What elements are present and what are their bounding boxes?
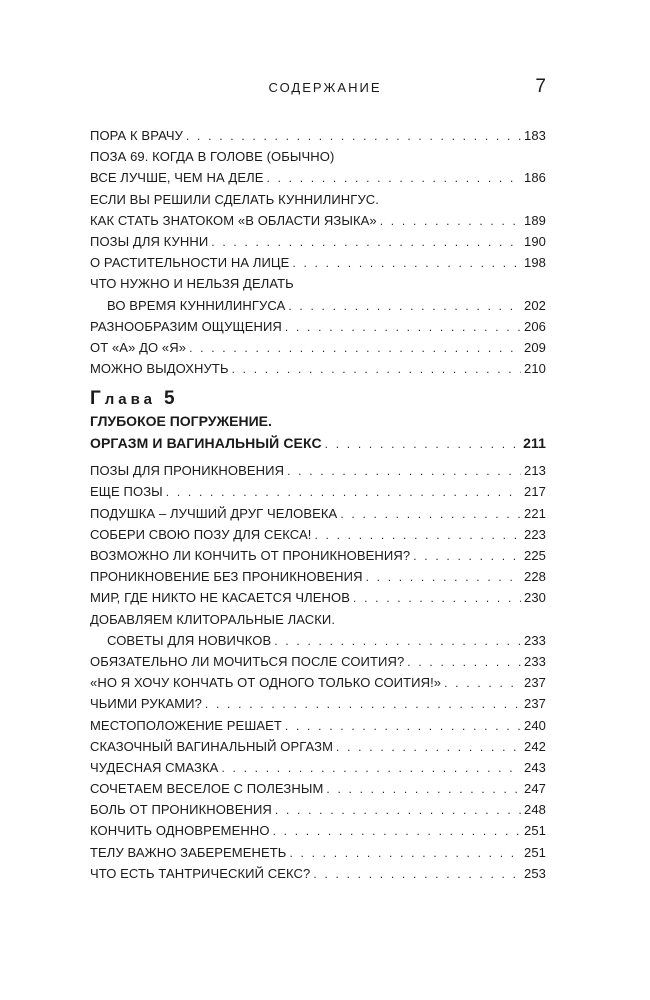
toc-entry-page: 213	[524, 463, 546, 479]
toc-entry-title: РАЗНООБРАЗИМ ОЩУЩЕНИЯ	[90, 318, 282, 334]
toc-entry-page: 253	[524, 865, 546, 881]
toc-entry-page: 251	[524, 823, 546, 839]
toc-entry[interactable]	[90, 845, 546, 866]
toc-entry-title: ПОЗА 69. КОГДА В ГОЛОВЕ (ОБЫЧНО)	[90, 149, 335, 165]
chapter-heading	[90, 388, 546, 457]
toc-entry[interactable]	[90, 506, 546, 527]
toc-entry-page: 206	[524, 318, 546, 334]
toc-entry-title: ПОДУШКА – ЛУЧШИЙ ДРУГ ЧЕЛОВЕКА	[90, 505, 338, 521]
toc-entry-title: КОНЧИТЬ ОДНОВРЕМЕННО	[90, 823, 270, 839]
toc-entry[interactable]	[90, 590, 546, 611]
toc-entry[interactable]	[90, 255, 546, 276]
toc-entry-page: 223	[524, 526, 546, 542]
toc-entry-title: ПРОНИКНОВЕНИЕ БЕЗ ПРОНИКНОВЕНИЯ	[90, 569, 363, 585]
toc-entry[interactable]	[90, 823, 546, 844]
toc-entry[interactable]	[90, 675, 546, 696]
toc-entry-page: 190	[524, 233, 546, 249]
toc-entry-title: ВО ВРЕМЯ КУННИЛИНГУСА	[107, 297, 286, 313]
toc-entry-title: ЧТО НУЖНО И НЕЛЬЗЯ ДЕЛАТЬ	[90, 276, 294, 292]
toc-entry-page: 248	[524, 802, 546, 818]
toc-entry-page: 247	[524, 781, 546, 797]
toc-entry-title: БОЛЬ ОТ ПРОНИКНОВЕНИЯ	[90, 802, 272, 818]
page-number: 7	[535, 76, 546, 97]
toc-entry[interactable]	[90, 192, 546, 213]
toc-entry-page: 230	[524, 590, 546, 606]
toc-entry[interactable]	[90, 718, 546, 739]
toc-entry-title: ПОРА К ВРАЧУ	[90, 128, 183, 143]
toc-entry[interactable]	[90, 612, 546, 633]
chapter-number: 5	[164, 388, 175, 410]
toc-entry-title: ВСЕ ЛУЧШЕ, ЧЕМ НА ДЕЛЕ	[90, 170, 264, 186]
toc-entry-title: ЧЬИМИ РУКАМИ?	[90, 696, 202, 712]
toc-entry-page: 242	[524, 738, 546, 754]
toc-entry-title: ЕСЛИ ВЫ РЕШИЛИ СДЕЛАТЬ КУННИЛИНГУС.	[90, 191, 379, 207]
toc-entry-title: СКАЗОЧНЫЙ ВАГИНАЛЬНЫЙ ОРГАЗМ	[90, 738, 334, 754]
toc-entry-title: ОТ «А» ДО «Я»	[90, 339, 187, 355]
toc-entry[interactable]	[90, 739, 546, 760]
toc-entry-title: ВОЗМОЖНО ЛИ КОНЧИТЬ ОТ ПРОНИКНОВЕНИЯ?	[90, 548, 411, 563]
toc-entry-title: ЕЩЕ ПОЗЫ	[90, 484, 163, 500]
toc-entry-title: МОЖНО ВЫДОХНУТЬ	[90, 361, 229, 377]
toc-entry-page: 209	[524, 339, 546, 355]
chapter-page: 211	[523, 435, 546, 452]
toc-entry-page: 240	[524, 717, 546, 733]
toc-entry-page: 202	[524, 297, 546, 313]
toc-entry[interactable]	[90, 802, 546, 823]
toc-entry-page: 228	[524, 569, 546, 585]
toc-entry-page: 210	[524, 361, 546, 377]
toc-entry-title: ПОЗЫ ДЛЯ КУННИ	[90, 233, 209, 249]
toc-entry-title: ТЕЛУ ВАЖНО ЗАБЕРЕМЕНЕТЬ	[90, 844, 287, 860]
page-header-title: СОДЕРЖАНИЕ	[268, 80, 382, 95]
toc-entry[interactable]	[90, 527, 546, 548]
toc-entry[interactable]	[90, 654, 546, 675]
table-of-contents	[90, 128, 546, 887]
toc-entry[interactable]	[90, 484, 546, 505]
toc-entry[interactable]	[90, 633, 546, 654]
toc-entry-page: 243	[524, 759, 546, 775]
chapter-title-line2[interactable]: ОРГАЗМ И ВАГИНАЛЬНЫЙ СЕКС . . . 211	[90, 435, 546, 457]
toc-entry-title: СОВЕТЫ ДЛЯ НОВИЧКОВ	[107, 632, 272, 648]
toc-entry[interactable]	[90, 548, 546, 569]
toc-entry[interactable]	[90, 319, 546, 340]
toc-entry-title: КАК СТАТЬ ЗНАТОКОМ «В ОБЛАСТИ ЯЗЫКА»	[90, 212, 377, 228]
toc-entry-page: 237	[524, 675, 546, 691]
toc-entry-page: 221	[524, 505, 546, 521]
toc-entry-page: 233	[524, 653, 546, 669]
toc-entry-page: 251	[524, 844, 546, 860]
toc-entry-page: 225	[524, 548, 546, 563]
chapter-label: Глава	[90, 388, 157, 410]
toc-entry-title: «НО Я ХОЧУ КОНЧАТЬ ОТ ОДНОГО ТОЛЬКО СОИТИЯ!»	[90, 675, 442, 691]
toc-entry-title: ЧТО ЕСТЬ ТАНТРИЧЕСКИЙ СЕКС?	[90, 865, 311, 881]
toc-entry-title: ЧУДЕСНАЯ СМАЗКА	[90, 759, 219, 775]
toc-entry-page: 186	[524, 170, 546, 186]
toc-entry[interactable]	[90, 866, 546, 887]
toc-entry[interactable]	[90, 128, 546, 149]
toc-entry[interactable]	[90, 213, 546, 234]
toc-entry-page: 183	[524, 128, 546, 143]
toc-entry-page: 237	[524, 696, 546, 712]
toc-entry[interactable]	[90, 234, 546, 255]
toc-entry[interactable]	[90, 276, 546, 297]
toc-entry-page: 233	[524, 632, 546, 648]
toc-entry-title: МИР, ГДЕ НИКТО НЕ КАСАЕТСЯ ЧЛЕНОВ	[90, 590, 350, 606]
toc-entry[interactable]	[90, 696, 546, 717]
toc-entry-title: ОБЯЗАТЕЛЬНО ЛИ МОЧИТЬСЯ ПОСЛЕ СОИТИЯ?	[90, 653, 405, 669]
chapter-title-line1[interactable]: ГЛУБОКОЕ ПОГРУЖЕНИЕ.	[90, 413, 272, 430]
toc-entry[interactable]	[90, 569, 546, 590]
toc-entry[interactable]	[90, 149, 546, 170]
toc-entry-page: 217	[524, 484, 546, 500]
toc-entry-title: ПОЗЫ ДЛЯ ПРОНИКНОВЕНИЯ	[90, 463, 285, 479]
toc-entry[interactable]	[90, 298, 546, 319]
toc-entry-title: МЕСТОПОЛОЖЕНИЕ РЕШАЕТ	[90, 717, 282, 733]
toc-entry-page: 198	[524, 255, 546, 271]
toc-entry-page: 189	[524, 212, 546, 228]
toc-entry[interactable]	[90, 361, 546, 382]
toc-entry-title: СОЧЕТАЕМ ВЕСЕЛОЕ С ПОЛЕЗНЫМ	[90, 781, 324, 797]
toc-entry[interactable]	[90, 170, 546, 191]
toc-entry[interactable]	[90, 781, 546, 802]
toc-entry[interactable]	[90, 463, 546, 484]
toc-entry[interactable]	[90, 340, 546, 361]
toc-entry[interactable]	[90, 760, 546, 781]
toc-entry-title: ДОБАВЛЯЕМ КЛИТОРАЛЬНЫЕ ЛАСКИ.	[90, 611, 336, 627]
toc-entry-title: О РАСТИТЕЛЬНОСТИ НА ЛИЦЕ	[90, 255, 290, 271]
toc-entry-title: СОБЕРИ СВОЮ ПОЗУ ДЛЯ СЕКСА!	[90, 526, 312, 542]
